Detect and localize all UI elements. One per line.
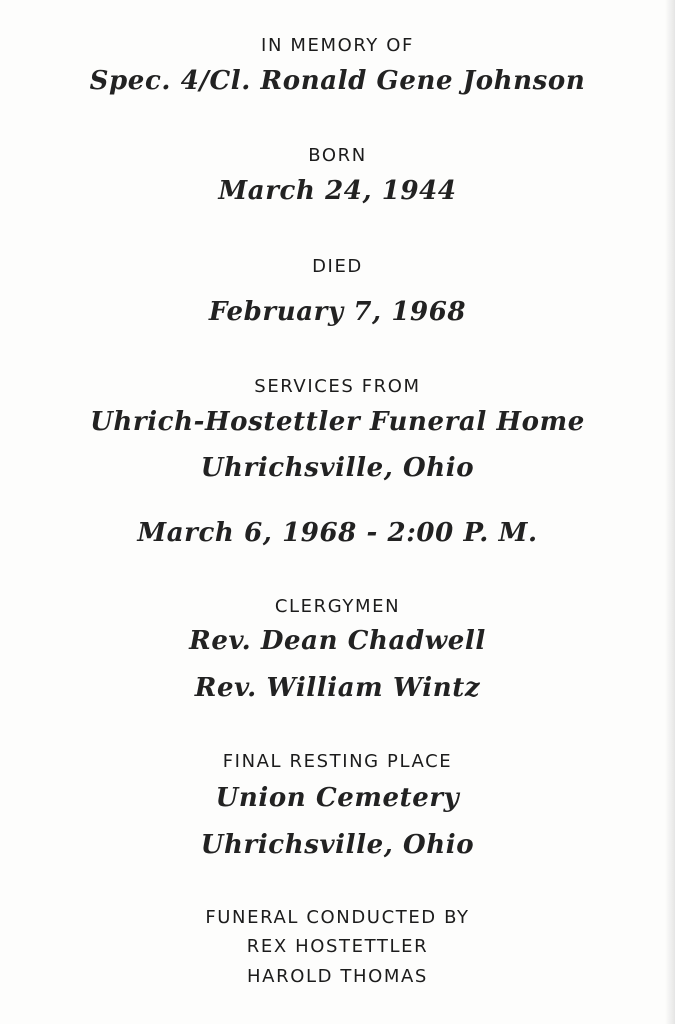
conductor-name: HAROLD THOMAS: [247, 966, 428, 987]
services-city: Uhrichsville, Ohio: [200, 453, 475, 483]
died-date: February 7, 1968: [208, 297, 467, 327]
resting-city: Uhrichsville, Ohio: [200, 830, 475, 860]
memory-heading: IN MEMORY OF: [261, 35, 414, 56]
clergy-name: Rev. William Wintz: [194, 673, 481, 703]
deceased-name: Spec. 4/Cl. Ronald Gene Johnson: [89, 66, 586, 96]
conducted-heading: FUNERAL CONDUCTED BY: [205, 907, 470, 928]
died-heading: DIED: [312, 256, 363, 277]
resting-heading: FINAL RESTING PLACE: [222, 751, 453, 772]
conductor-name: REX HOSTETTLER: [246, 936, 429, 957]
resting-place: Union Cemetery: [215, 783, 460, 813]
clergy-name: Rev. Dean Chadwell: [189, 626, 486, 656]
services-place: Uhrich-Hostettler Funeral Home: [90, 407, 585, 437]
clergy-heading: CLERGYMEN: [274, 596, 401, 617]
born-date: March 24, 1944: [218, 176, 457, 206]
services-heading: SERVICES FROM: [254, 376, 421, 397]
born-heading: BORN: [308, 145, 367, 166]
services-datetime: March 6, 1968 - 2:00 P. M.: [137, 518, 538, 548]
